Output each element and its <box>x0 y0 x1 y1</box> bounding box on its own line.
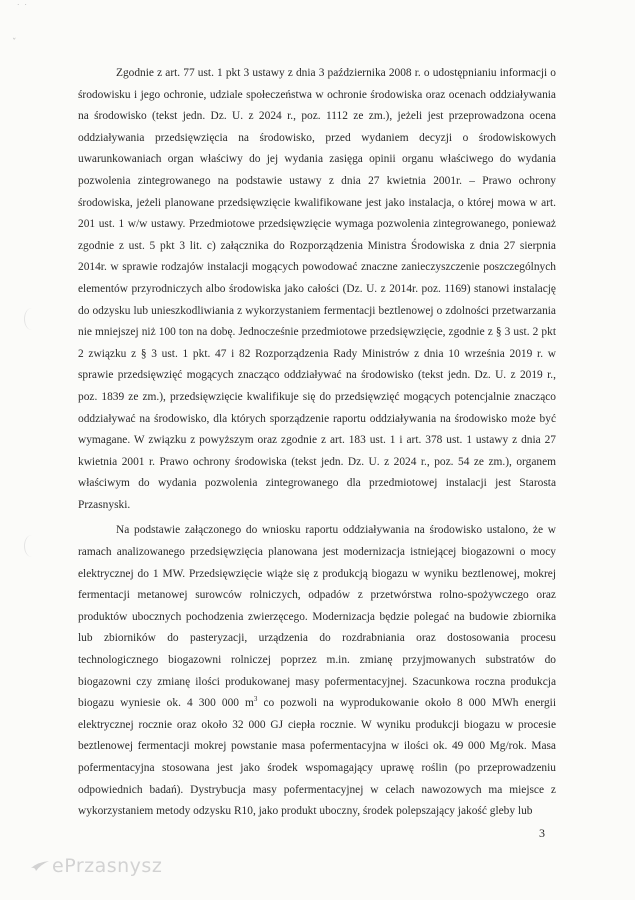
watermark-text: ePrzasnysz <box>52 855 163 877</box>
page-number: 3 <box>539 826 545 840</box>
superscript: 3 <box>253 695 258 704</box>
paragraph-text: Na podstawie załączonego do wniosku raportu oddziaływania na środowisko ustalono, że w ramach analizowanego przedsięwzięcia planowana jest modernizacja istniejącej biogazowni o mocy elektrycznej do 1 MW. Przedsięwzięcie wiąże się z produkcją biogazu w wyniku beztlenowej, mokrej fermentacji metanowej surowców rolniczych, odpadów z przetwórstwa rolno-spożywczego oraz produktów ubocznych pochodzenia zwierzęcego. Modernizacja będzie polegać na budowie zbiornika lub zbiorników do pasteryzacji, urządzenia do rozdrabniania oraz dostosowania procesu technologicznego biogazowni rolniczej poprzez m.in. zmianę przyjmowanych substratów do biogazowni czy zmianę ilości produkowanej masy pofermentacyjnej. Szacunkowa roczna produkcja biogazu wyniesie ok. 4 300 000 m <box>78 524 556 710</box>
paragraph-project-description <box>78 520 556 822</box>
document-body <box>78 63 556 823</box>
scan-artifact: ˙ ˙ <box>16 4 28 14</box>
punch-hole-mark <box>24 535 39 557</box>
punch-hole-mark <box>24 308 39 330</box>
scan-artifact: ˇ <box>12 38 17 48</box>
swoosh-logo-icon <box>30 856 50 878</box>
paragraph-text: co pozwoli na wyprodukowanie około 8 000 MWh energii elektrycznej rocznie oraz około 32 000 GJ ciepła rocznie. W wyniku produkcji biogazu w procesie beztlenowej fermentacji mokrej powstanie masa pofermentacyjna w ilości ok. 49 000 Mg/rok. Masa pofermentacyjna stosowana jest jako środek wspomagający uprawę roślin (po przeprowadzeniu odpowiednich badań). Dystrybucja masy pofermentacyjnej w celach nawozowych ma miejsce z wykorzystaniem metody odzysku R10, jako produkt uboczny, środek polepszający jakość gleby lub <box>78 697 556 818</box>
paragraph-legal-basis: Zgodnie z art. 77 ust. 1 pkt 3 ustawy z dnia 3 października 2008 r. o udostępnianiu informacji o środowisku i jego ochronie, udziale społeczeństwa w ochronie środowiska oraz ocenach oddziaływania na środowisko (tekst jedn. Dz. U. z 2024 r., poz. 1112 ze zm.), jeżeli jest przeprowadzona ocena oddziaływania przedsięwzięcia na środowisko, przed wydaniem decyzji o środowiskowych uwarunkowaniach organ właściwy do jej wydania zasięga opinii organu właściwego do wydania pozwolenia zintegrowanego na podstawie ustawy z dnia 27 kwietnia 2001r. – Prawo ochrony środowiska, jeżeli planowane przedsięwzięcie kwalifikowane jest jako instalacja, o której mowa w art. 201 ust. 1 w/w ustawy. Przedmiotowe przedsięwzięcie wymaga pozwolenia zintegrowanego, ponieważ zgodnie z ust. 5 pkt 3 lit. c) załącznika do Rozporządzenia Ministra Środowiska z dnia 27 sierpnia 2014r. w sprawie rodzajów instalacji mogących powodować znaczne zanieczyszczenie poszczególnych elementów przyrodniczych albo środowiska jako całości (Dz. U. z 2014r. poz. 1169) stanowi instalację do odzysku lub unieszkodliwiania z wykorzystaniem fermentacji beztlenowej o zdolności przetwarzania nie mniejszej niż 100 ton na dobę. Jednocześnie przedmiotowe przedsięwzięcie, zgodnie z § 3 ust. 2 pkt 2 związku z § 3 ust. 1 pkt. 47 i 82 Rozporządzenia Rady Ministrów z dnia 10 września 2019 r. w sprawie przedsięwzięć mogących znacząco oddziaływać na środowisko (tekst jedn. Dz. U. z 2019 r., poz. 1839 ze zm.), przedsięwzięcie kwalifikuje się do przedsięwzięć mogących potencjalnie znacząco oddziaływać na środowisko, dla których sporządzenie raportu oddziaływania na środowisko może być wymagane. W związku z powyższym oraz zgodnie z art. 183 ust. 1 i art. 378 ust. 1 ustawy z dnia 27 kwietnia 2001 r. Prawo ochrony środowiska (tekst jedn. Dz. U. z 2024 r., poz. 54 ze zm.), organem właściwym do wydania pozwolenia zintegrowanego dla przedmiotowej instalacji jest Starosta Przasnyski. <box>78 67 556 511</box>
watermark <box>30 855 162 878</box>
